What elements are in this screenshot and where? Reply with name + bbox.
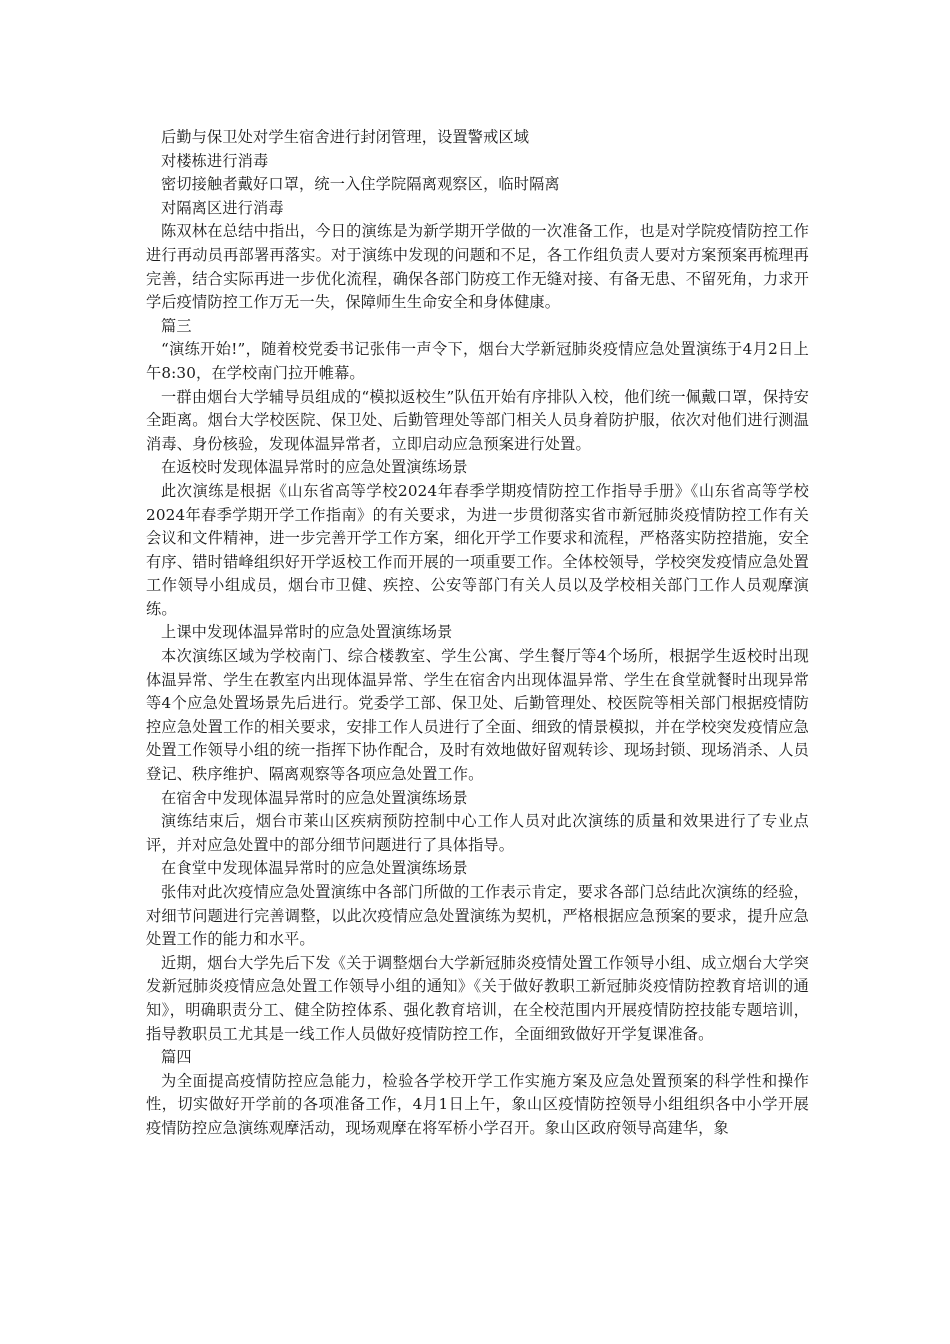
paragraph: 本次演练区域为学校南门、综合楼教室、学生公寓、学生餐厅等4个场所，根据学生返校时出现体温异常、学生在教室内出现体温异常、学生在宿舍内出现体温异常、学生在食堂就餐时出现异常等4个应急处置场景先后进行。党委学工部、保卫处、后勤管理处、校医院等相关部门根据疫情防控应急处置工作的相关要求，安排工作人员进行了全面、细致的情景模拟，并在学校突发疫情应急处置工作领导小组的统一指挥下协作配合，及时有效地做好留观转诊、现场封锁、现场消杀、人员登记、秩序维护、隔离观察等各项应急处置工作。	[146, 647, 809, 784]
paragraph: 此次演练是根据《山东省高等学校2024年春季学期疫情防控工作指导手册》《山东省高等学校2024年春季学期开学工作指南》的有关要求，为进一步贯彻落实省市新冠肺炎疫情防控工作有关会议和文件精神，进一步完善开学工作方案，细化开学工作要求和流程，严格落实防控措施，安全有序、错时错峰组织好开学返校工作而开展的一项重要工作。全体校领导，学校突发疫情应急处置工作领导小组成员，烟台市卫健、疾控、公安等部门有关人员以及学校相关部门工作人员观摩演练。	[146, 481, 809, 618]
paragraph: 密切接触者戴好口罩，统一入住学院隔离观察区，临时隔离	[161, 175, 560, 194]
paragraph: 张伟对此次疫情应急处置演练中各部门所做的工作表示肯定，要求各部门总结此次演练的经验，对细节问题进行完善调整，以此次疫情应急处置演练为契机，严格根据应急预案的要求，提升应急处置工作的能力和水平。	[146, 883, 809, 949]
section-heading: 篇四	[161, 1048, 192, 1067]
section-heading: 篇三	[161, 316, 192, 335]
paragraph: 为全面提高疫情防控应急能力，检验各学校开学工作实施方案及应急处置预案的科学性和操作性，切实做好开学前的各项准备工作，4月1日上午，象山区疫情防控领导小组组织各中小学开展疫情防控应急演练观摩活动，现场观摩在将军桥小学召开。象山区政府领导高建华，象	[146, 1071, 809, 1137]
image-caption: 在宿舍中发现体温异常时的应急处置演练场景	[161, 788, 468, 807]
image-caption: 在食堂中发现体温异常时的应急处置演练场景	[161, 859, 468, 878]
paragraph: “演练开始!”，随着校党委书记张伟一声令下，烟台大学新冠肺炎疫情应急处置演练于4月2日上午8:30，在学校南门拉开帷幕。	[146, 340, 809, 382]
paragraph: 近期，烟台大学先后下发《关于调整烟台大学新冠肺炎疫情处置工作领导小组、成立烟台大学突发新冠肺炎疫情应急处置工作领导小组的通知》《关于做好教职工新冠肺炎疫情防控教育培训的通知》，明确职责分工、健全防控体系、强化教育培训，在全校范围内开展疫情防控技能专题培训，指导教职员工尤其是一线工作人员做好疫情防控工作，全面细致做好开学复课准备。	[146, 953, 809, 1043]
paragraph: 一群由烟台大学辅导员组成的“模拟返校生”队伍开始有序排队入校，他们统一佩戴口罩，保持安全距离。烟台大学校医院、保卫处、后勤管理处等部门相关人员身着防护服，依次对他们进行测温消毒、身份核验，发现体温异常者，立即启动应急预案进行处置。	[146, 387, 809, 453]
document-body	[146, 126, 809, 1141]
image-caption: 上课中发现体温异常时的应急处置演练场景	[161, 623, 453, 642]
paragraph: 对隔离区进行消毒	[161, 198, 284, 217]
paragraph: 后勤与保卫处对学生宿舍进行封闭管理，设置警戒区域	[161, 128, 530, 146]
paragraph: 对楼栋进行消毒	[161, 151, 269, 170]
image-caption: 在返校时发现体温异常时的应急处置演练场景	[161, 458, 468, 477]
paragraph: 演练结束后，烟台市莱山区疾病预防控制中心工作人员对此次演练的质量和效果进行了专业点评，并对应急处置中的部分细节问题进行了具体指导。	[146, 812, 809, 854]
paragraph: 陈双林在总结中指出，今日的演练是为新学期开学做的一次准备工作，也是对学院疫情防控工作进行再动员再部署再落实。对于演练中发现的问题和不足，各工作组负责人要对方案预案再梳理再完善，结合实际再进一步优化流程，确保各部门防疫工作无缝对接、有备无患、不留死角，力求开学后疫情防控工作万无一失，保障师生生命安全和身体健康。	[146, 222, 809, 312]
